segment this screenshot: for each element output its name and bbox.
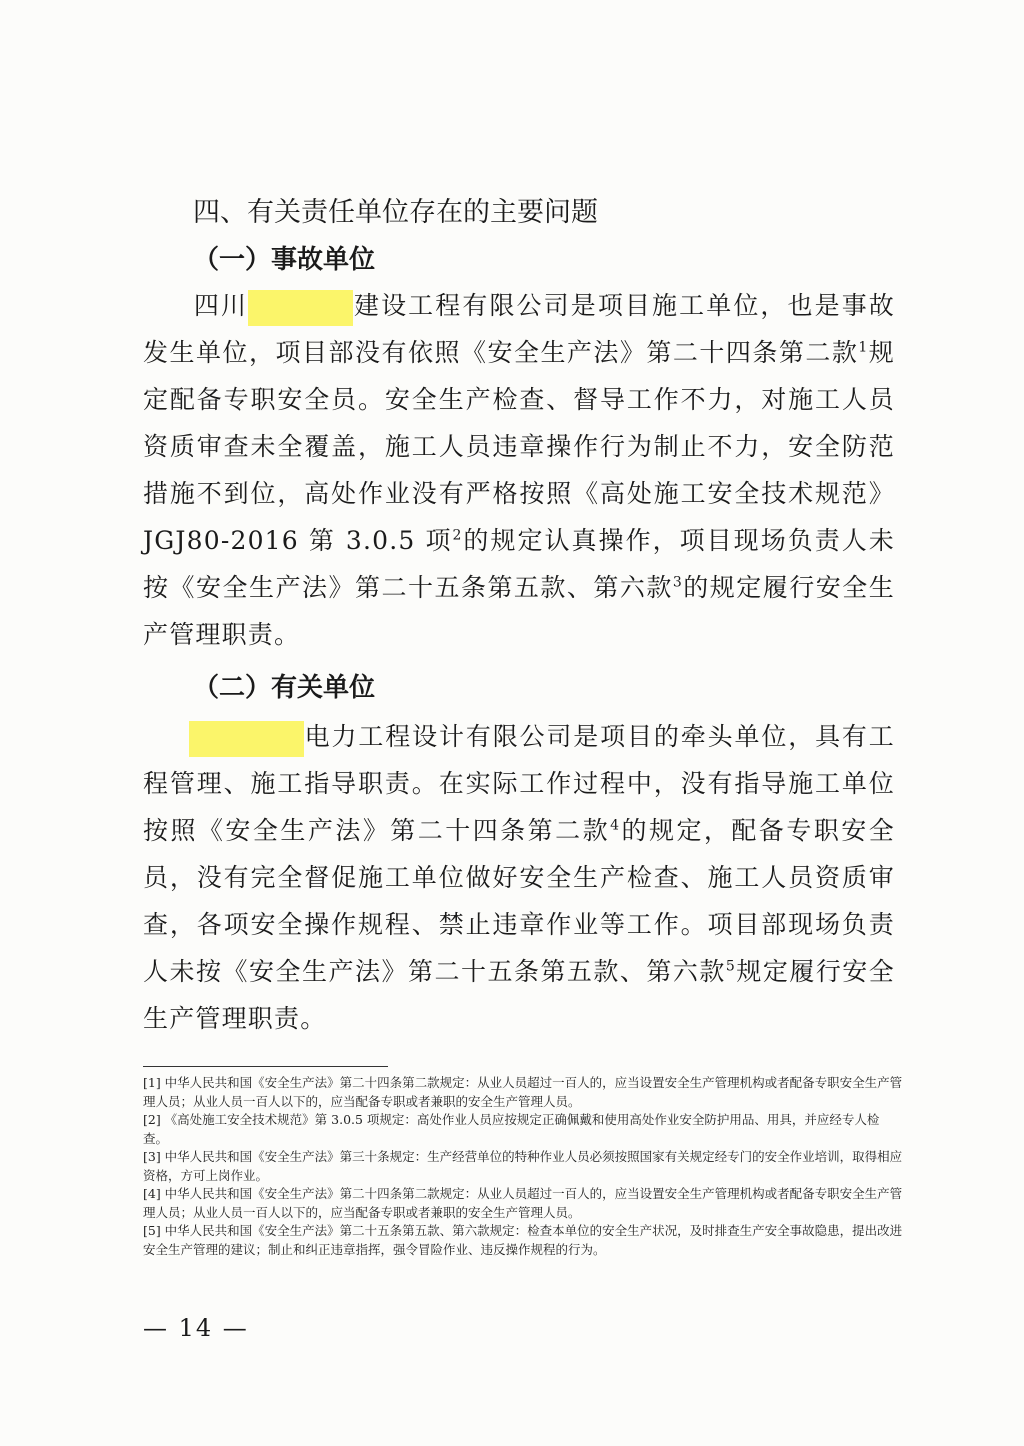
paragraph-accident-unit [143, 282, 895, 658]
text-segment: 规定履行安全生产管理职责。 [143, 957, 896, 1033]
section-heading: 四、有关责任单位存在的主要问题 [193, 197, 598, 228]
page-number: — 14 — [143, 1314, 249, 1342]
redaction-mark [248, 290, 353, 326]
footnote-ref: 1 [858, 339, 869, 356]
text-segment: 的规定认真操作，项目现场负责人未按《安全生产法》第二十五条第五款、第六款 [143, 526, 895, 602]
footnote-1: [1] 中华人民共和国《安全生产法》第二十四条第二款规定：从业人员超过一百人的，应当设置安全生产管理机构或者配备专职安全生产管理人员；从业人员一百人以下的，应当配备专职或者兼职的安全生产管理人员。 [143, 1075, 903, 1109]
footnote-ref: 3 [672, 574, 684, 591]
text-segment: 建设工程有限公司是项目施工单位，也是事故发生单位，项目部没有依照《安全生产法》第二十四条第二款 [143, 291, 895, 367]
text-segment: 电力工程设计有限公司是项目的牵头单位，具有工程管理、施工指导职责。在实际工作过程中，没有指导施工单位按照《安全生产法》第二十四条第二款 [143, 722, 895, 845]
subsection-heading-accident-unit: （一）事故单位 [193, 245, 376, 275]
text-segment: 的规定，配备专职安全员，没有完全督促施工单位做好安全生产检查、施工人员资质审查，各项安全操作规程、禁止违章作业等工作。项目部现场负责人未按《安全生产法》第二十五条第五款、第六款 [143, 816, 895, 986]
footnote-4: [4] 中华人民共和国《安全生产法》第二十四条第二款规定：从业人员超过一百人的，应当设置安全生产管理机构或者配备专职安全生产管理人员；从业人员一百人以下的，应当配备专职或者兼职的安全生产管理人员。 [143, 1186, 903, 1220]
footnote-ref: 4 [610, 817, 621, 834]
footnote-2: [2] 《高处施工安全技术规范》第 3.0.5 项规定：高处作业人员应按规定正确佩戴和使用高处作业安全防护用品、用具，并应经专人检查。 [143, 1112, 880, 1146]
footnote-3: [3] 中华人民共和国《安全生产法》第三十条规定：生产经营单位的特种作业人员必须按照国家有关规定经专门的安全作业培训，取得相应资格，方可上岗作业。 [143, 1149, 903, 1183]
footnote-ref: 5 [725, 958, 737, 975]
footnote-ref: 2 [452, 527, 463, 544]
text-segment: 四川 [193, 291, 249, 320]
redaction-mark [189, 721, 304, 757]
subsection-heading-related-unit: （二）有关单位 [193, 673, 376, 703]
text-segment: 的规定履行安全生产管理职责。 [143, 573, 895, 649]
footnote-divider [143, 1066, 388, 1067]
text-segment: 规定配备专职安全员。安全生产检查、督导工作不力，对施工人员资质审查未全覆盖，施工人员违章操作行为制止不力，安全防范措施不到位，高处作业没有严格按照《高处施工安全技术规范》JGJ80-2016 第 3.0.5 项 [143, 338, 895, 555]
footnotes [143, 1074, 903, 1259]
paragraph-related-unit [143, 713, 895, 1042]
footnote-5: [5] 中华人民共和国《安全生产法》第二十五条第五款、第六款规定：检查本单位的安全生产状况，及时排查生产安全事故隐患，提出改进安全生产管理的建议；制止和纠正违章指挥，强令冒险作业、违反操作规程的行为。 [143, 1223, 903, 1257]
